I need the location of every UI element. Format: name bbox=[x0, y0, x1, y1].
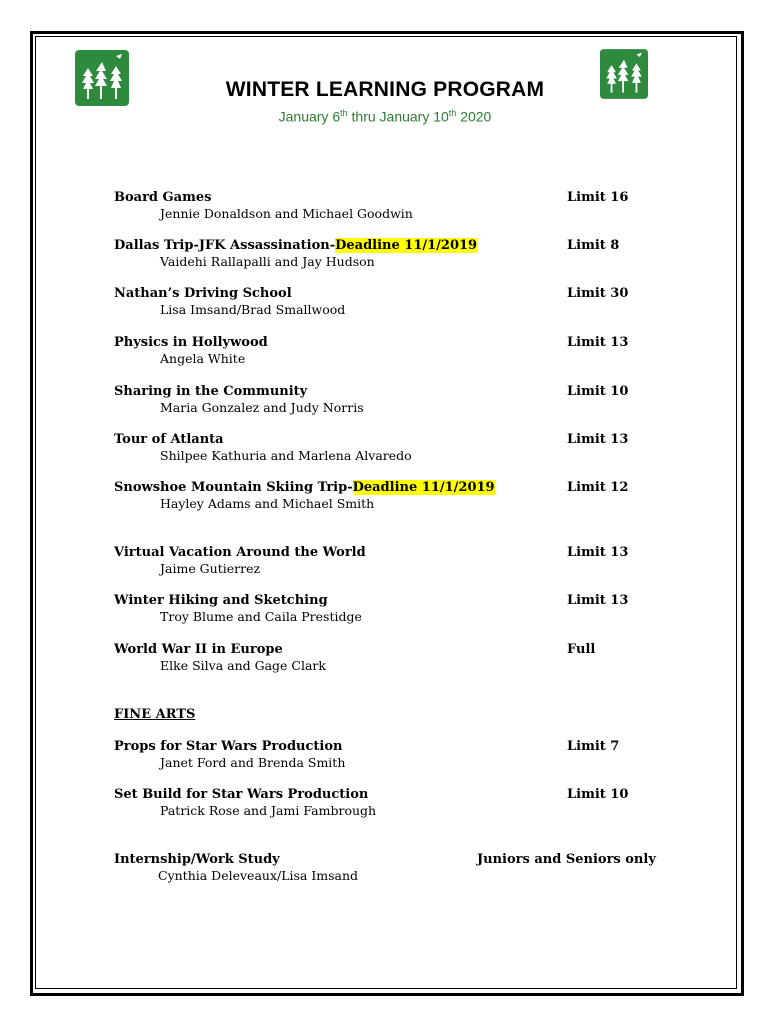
class-name: Set Build for Star Wars Production bbox=[114, 787, 369, 802]
class-name: Physics in Hollywood bbox=[114, 335, 268, 350]
class-limit: Limit 12 bbox=[567, 480, 629, 495]
class-name: Snowshoe Mountain Skiing Trip- bbox=[114, 480, 353, 495]
class-limit: Limit 13 bbox=[567, 432, 629, 447]
class-teachers: Shilpee Kathuria and Marlena Alvaredo bbox=[160, 448, 412, 463]
class-teachers: Janet Ford and Brenda Smith bbox=[160, 755, 346, 770]
class-name: Props for Star Wars Production bbox=[114, 739, 343, 754]
class-teachers: Maria Gonzalez and Judy Norris bbox=[160, 400, 364, 415]
page-border-inner bbox=[35, 36, 737, 989]
date-range: January 6th thru January 10th 2020 bbox=[278, 108, 492, 125]
class-limit: Limit 10 bbox=[567, 384, 629, 399]
class-name: Board Games bbox=[114, 190, 212, 205]
class-name: World War II in Europe bbox=[114, 642, 283, 657]
class-limit: Limit 30 bbox=[567, 286, 629, 301]
class-teachers: Hayley Adams and Michael Smith bbox=[160, 496, 375, 511]
page-title: WINTER LEARNING PROGRAM bbox=[225, 78, 545, 101]
deadline-highlight: Deadline 11/1/2019 bbox=[352, 480, 495, 495]
class-limit: Limit 8 bbox=[567, 238, 620, 253]
class-limit: Juniors and Seniors only bbox=[477, 852, 656, 867]
class-name: Internship/Work Study bbox=[114, 852, 280, 867]
class-limit: Limit 10 bbox=[567, 787, 629, 802]
class-teachers: Vaidehi Rallapalli and Jay Hudson bbox=[160, 254, 375, 269]
class-name: Sharing in the Community bbox=[114, 384, 308, 399]
class-limit: Full bbox=[567, 642, 596, 657]
class-teachers: Patrick Rose and Jami Fambrough bbox=[160, 803, 377, 818]
class-name: Tour of Atlanta bbox=[114, 432, 224, 447]
class-limit: Limit 13 bbox=[567, 593, 629, 608]
deadline-highlight: Deadline 11/1/2019 bbox=[335, 238, 478, 253]
fine-arts-heading: FINE ARTS bbox=[114, 707, 196, 722]
class-teachers: Lisa Imsand/Brad Smallwood bbox=[160, 302, 346, 317]
class-teachers: Troy Blume and Caila Prestidge bbox=[160, 609, 362, 624]
class-limit: Limit 16 bbox=[567, 190, 629, 205]
class-name: Winter Hiking and Sketching bbox=[114, 593, 328, 608]
class-teachers: Jennie Donaldson and Michael Goodwin bbox=[160, 206, 413, 221]
class-name: Virtual Vacation Around the World bbox=[114, 545, 366, 560]
class-limit: Limit 7 bbox=[567, 739, 620, 754]
class-name: Nathan’s Driving School bbox=[114, 286, 292, 301]
class-limit: Limit 13 bbox=[567, 545, 629, 560]
class-teachers: Jaime Gutierrez bbox=[160, 561, 261, 576]
class-limit: Limit 13 bbox=[567, 335, 629, 350]
class-name: Dallas Trip-JFK Assassination- bbox=[114, 238, 336, 253]
class-teachers: Elke Silva and Gage Clark bbox=[160, 658, 326, 673]
class-teachers: Angela White bbox=[160, 351, 246, 366]
class-teachers: Cynthia Deleveaux/Lisa Imsand bbox=[158, 868, 359, 883]
